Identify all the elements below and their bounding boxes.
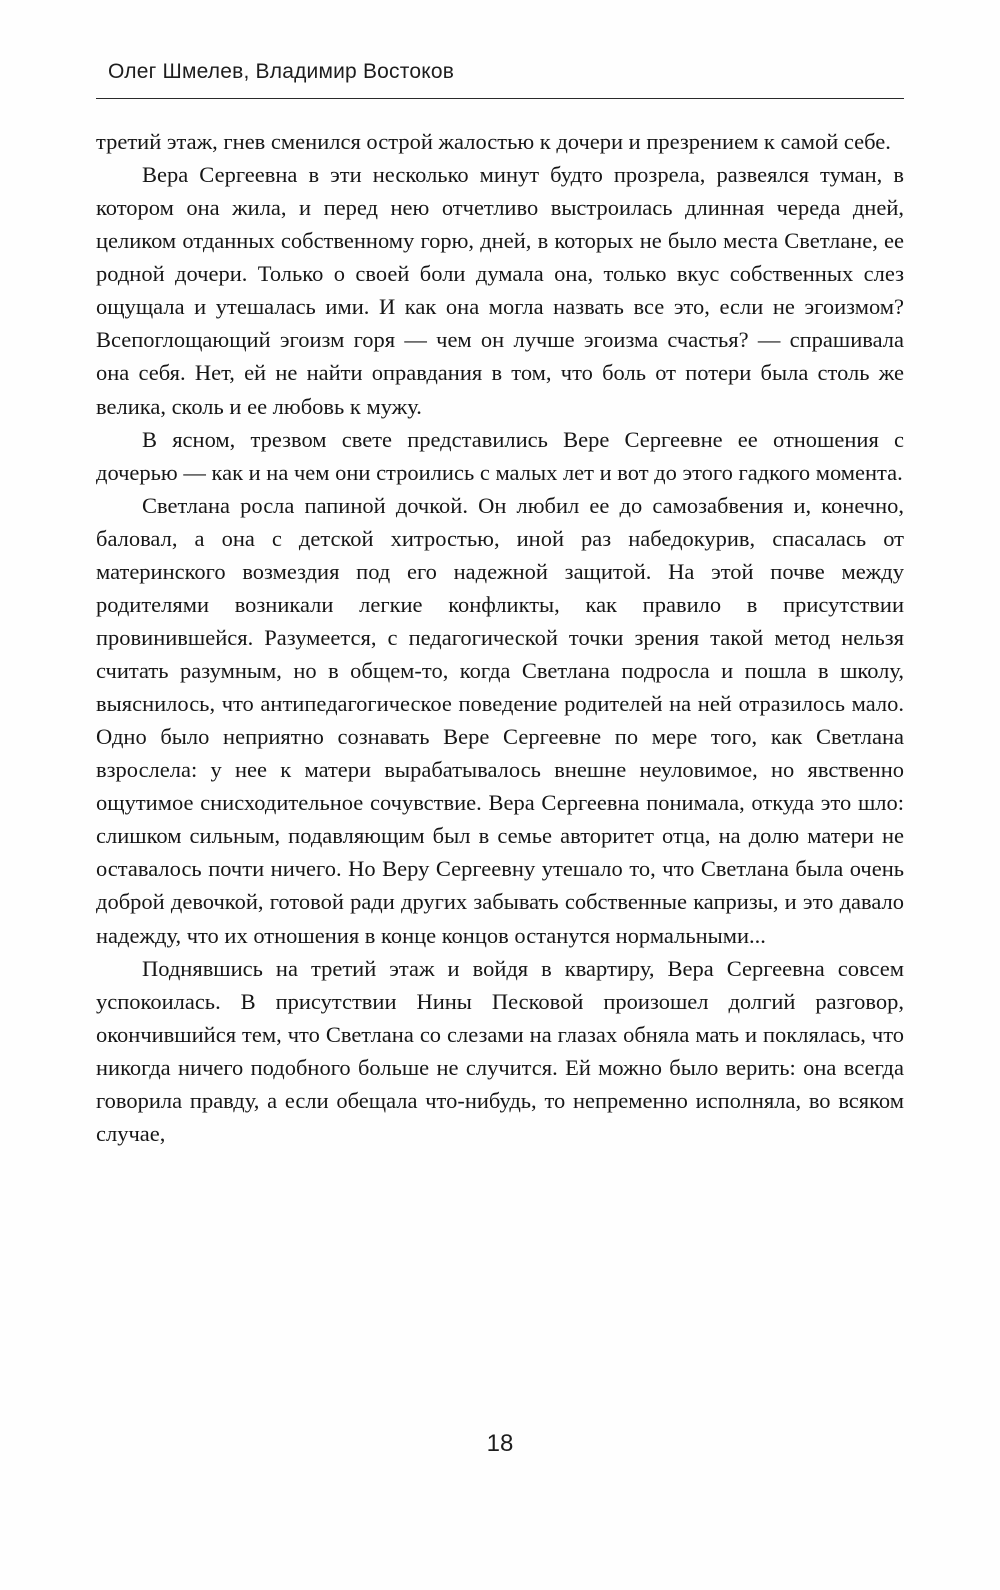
paragraph: третий этаж, гнев сменился острой жалостью к дочери и презрением к самой себе. xyxy=(96,129,891,154)
paragraph: Вера Сергеевна в эти несколько минут будто прозрела, развеялся туман, в котором она жила, и перед нею отчетливо выстроилась длинная череда дней, целиком отданных собственному горю, дней, в которых не было места Светлане, ее родной дочери. Только о своей боли думала она, только вкус собственных слез ощущала и утешалась ими. И как она могла назвать все это, если не эгоизмом? Всепоглощающий эгоизм горя — чем он лучше эгоизма счастья? — спрашивала она себя. Нет, ей не найти оправдания в том, что боль от потери была столь же велика, сколь и ее любовь к мужу. xyxy=(96,162,904,419)
page-body xyxy=(96,125,904,1150)
paragraph: Светлана росла папиной дочкой. Он любил ее до самозабвения и, конечно, баловал, а она с детской хитростью, иной раз набедокурив, спасалась от материнского возмездия под его надежной защитой. На этой почве между родителями возникали легкие конфликты, как правило в присутствии провинившейся. Разумеется, с педагогической точки зрения такой метод нельзя считать разумным, но в общем-то, когда Светлана подросла и пошла в школу, выяснилось, что антипедагогическое поведение родителей на ней отразилось мало. Одно было неприятно сознавать Вере Сергеевне по мере того, как Светлана взрослела: у нее к матери вырабатывалось внешне неуловимое, но явственно ощутимое снисходительное сочувствие. Вера Сергеевна понимала, откуда это шло: слишком сильным, подавляющим был в семье авторитет отца, на долю матери не оставалось почти ничего. Но Веру Сергеевну утешало то, что Светлана была очень доброй девочкой, готовой ради других забывать собственные капризы, и это давало надежду, что их отношения в конце концов останутся нормальными... xyxy=(96,492,904,948)
header-divider xyxy=(96,98,904,99)
page-number: 18 xyxy=(486,1430,514,1457)
paragraph: Поднявшись на третий этаж и войдя в квартиру, Вера Сергеевна совсем успокоилась. В присутствии Нины Песковой произошел долгий разговор, окончившийся тем, что Светлана со слезами на глазах обняла мать и поклялась, что никогда ничего подобного больше не случится. Ей можно было верить: она всегда говорила правду, а если обещала что-нибудь, то непременно исполняла, во всяком случае, xyxy=(96,955,904,1146)
paragraph: В ясном, трезвом свете представились Вере Сергеевне ее отношения с дочерью — как и на чем они строились с малых лет и вот до этого гадкого момента. xyxy=(96,426,904,485)
running-head-authors: Олег Шмелев, Владимир Востоков xyxy=(108,60,455,83)
